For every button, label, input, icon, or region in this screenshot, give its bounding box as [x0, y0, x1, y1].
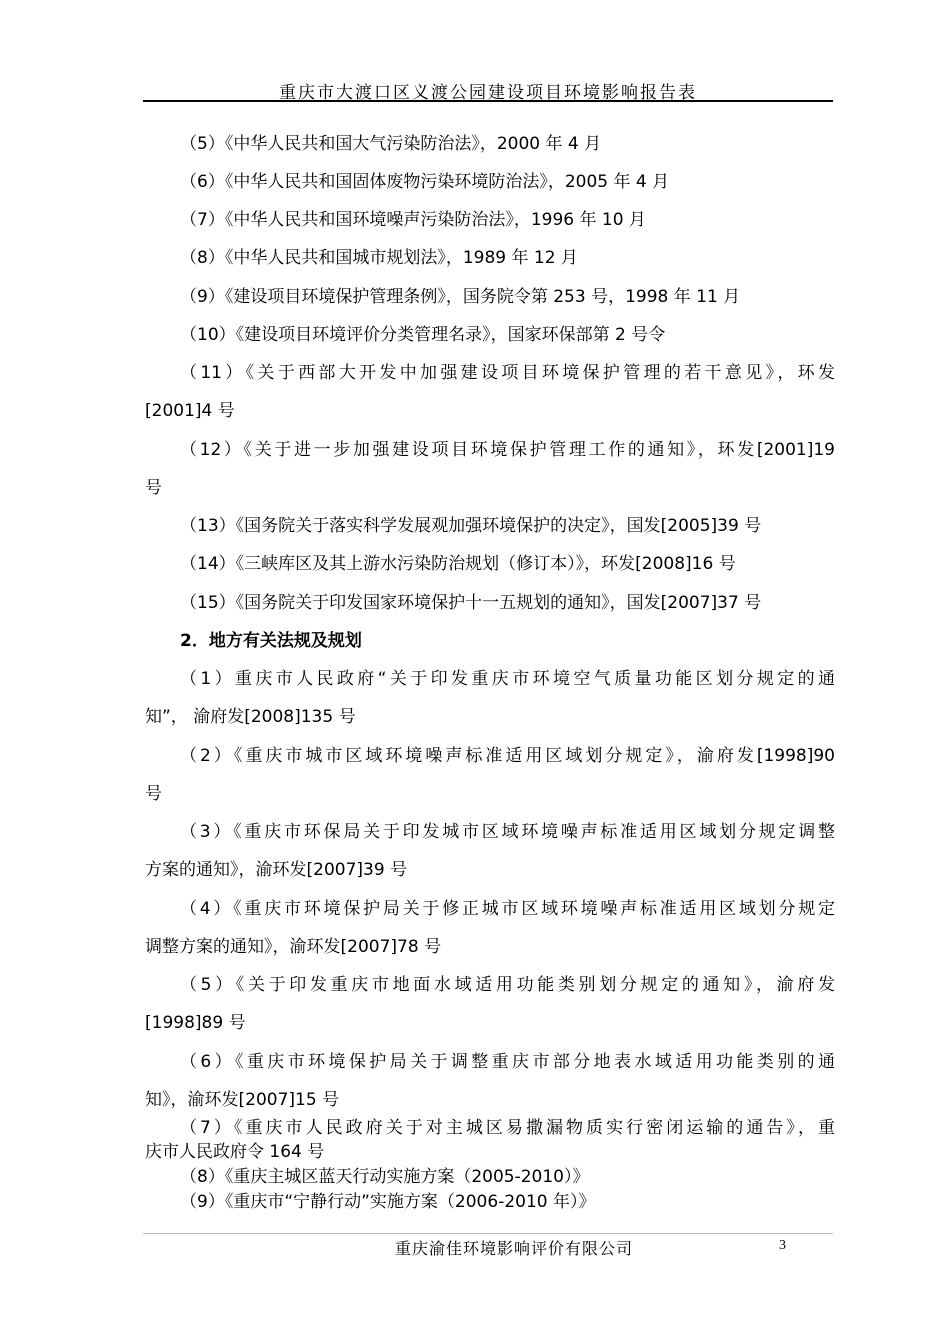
footer-company: 重庆渝佳环境影响评价有限公司: [395, 1239, 634, 1258]
law-item-12: （12）《关于进一步加强建设项目环境保护管理工作的通知》，环发[2001]19: [180, 440, 835, 460]
law-item-8: （8）《中华人民共和国城市规划法》，1989 年 12 月: [180, 248, 578, 268]
local-item-2-cont: 号: [145, 784, 162, 804]
local-item-9: （9）《重庆市“宁静行动”实施方案（2006-2010 年）》: [180, 1192, 596, 1212]
law-item-6: （6）《中华人民共和国固体废物污染环境防治法》，2005 年 4 月: [180, 172, 670, 192]
local-item-8: （8）《重庆主城区蓝天行动实施方案（2005-2010）》: [180, 1167, 590, 1187]
footer-rule: [143, 1233, 833, 1234]
local-item-5: （5）《关于印发重庆市地面水域适用功能类别划分规定的通知》，渝府发: [180, 975, 835, 995]
local-item-6-cont: 知》，渝环发[2007]15 号: [145, 1090, 340, 1110]
local-item-7: （7）《重庆市人民政府关于对主城区易撒漏物质实行密闭运输的通告》，重: [180, 1118, 835, 1138]
local-item-2: （2）《重庆市城市区域环境噪声标准适用区域划分规定》，渝府发[1998]90: [180, 746, 835, 766]
header-title: 重庆市大渡口区义渡公园建设项目环境影响报告表: [279, 83, 697, 103]
local-item-3-cont: 方案的通知》，渝环发[2007]39 号: [145, 860, 408, 880]
law-item-14: （14）《三峡库区及其上游水污染防治规划（修订本）》，环发[2008]16 号: [180, 554, 736, 574]
local-item-6: （6）《重庆市环境保护局关于调整重庆市部分地表水域适用功能类别的通: [180, 1052, 835, 1072]
law-item-12-cont: 号: [145, 478, 162, 498]
law-item-9: （9）《建设项目环境保护管理条例》，国务院令第 253 号，1998 年 11 月: [180, 287, 741, 307]
page-number: 3: [779, 1238, 786, 1253]
local-item-3: （3）《重庆市环保局关于印发城市区域环境噪声标准适用区域划分规定调整: [180, 822, 835, 842]
local-item-4: （4）《重庆市环境保护局关于修正城市区域环境噪声标准适用区域划分规定: [180, 899, 835, 919]
local-item-1: （1）重庆市人民政府“关于印发重庆市环境空气质量功能区划分规定的通: [180, 669, 835, 689]
local-item-5-cont: [1998]89 号: [145, 1013, 246, 1033]
section-heading: 2．地方有关法规及规划: [180, 631, 362, 651]
law-item-5: （5）《中华人民共和国大气污染防治法》，2000 年 4 月: [180, 134, 602, 154]
local-item-7-cont: 庆市人民政府令 164 号: [145, 1142, 325, 1162]
law-item-15: （15）《国务院关于印发国家环境保护十一五规划的通知》，国发[2007]37 号: [180, 593, 762, 613]
local-item-1-cont: 知”， 渝府发[2008]135 号: [145, 707, 356, 727]
local-item-4-cont: 调整方案的通知》，渝环发[2007]78 号: [145, 937, 442, 957]
law-item-11-cont: [2001]4 号: [145, 401, 235, 421]
law-item-10: （10）《建设项目环境评价分类管理名录》，国家环保部第 2 号令: [180, 325, 666, 345]
header-rule: [143, 100, 833, 102]
law-item-11: （11）《关于西部大开发中加强建设项目环境保护管理的若干意见》，环发: [180, 363, 835, 383]
law-item-7: （7）《中华人民共和国环境噪声污染防治法》，1996 年 10 月: [180, 210, 646, 230]
law-item-13: （13）《国务院关于落实科学发展观加强环境保护的决定》，国发[2005]39 号: [180, 516, 762, 536]
